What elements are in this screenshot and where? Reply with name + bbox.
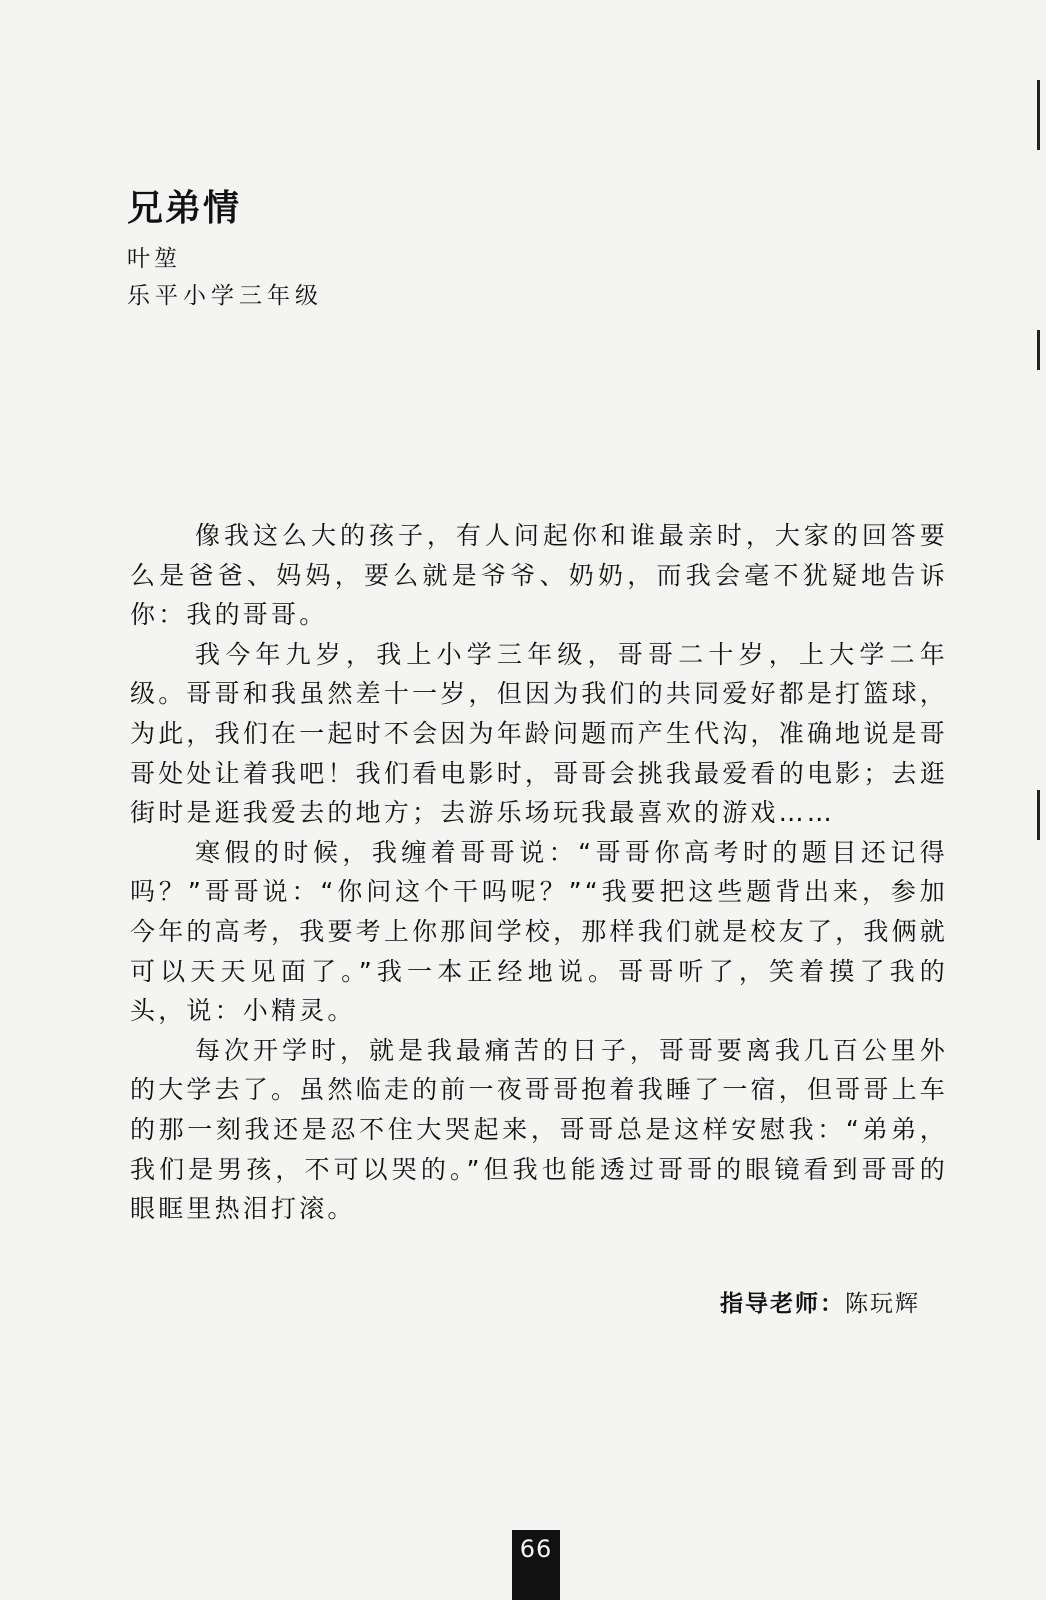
article-title: 兄弟情	[127, 188, 242, 229]
body-paragraph: 像我这么大的孩子，有人问起你和谁最亲时，大家的回答要么是爸爸、妈妈，要么就是爷爷、奶奶，而我会毫不犹疑地告诉你：我的哥哥。	[130, 521, 948, 630]
body-paragraph: 我今年九岁，我上小学三年级，哥哥二十岁，上大学二年级。哥哥和我虽然差十一岁，但因为我们的共同爱好都是打篮球，为此，我们在一起时不会因为年龄问题而产生代沟，准确地说是哥哥处处让着我吧！我们看电影时，哥哥会挑我最爱看的电影；去逛街时是逛我爱去的地方；去游乐场玩我最喜欢的游戏……	[130, 639, 948, 828]
scan-edge-mark	[1037, 790, 1040, 840]
author-name: 叶堃	[127, 246, 181, 272]
advisor-name: 陈玩辉	[845, 1291, 920, 1317]
advisor-credit	[720, 1289, 920, 1319]
page-number-tab: 66	[512, 1530, 560, 1600]
article-body	[130, 516, 948, 1229]
body-paragraph: 每次开学时，就是我最痛苦的日子，哥哥要离我几百公里外的大学去了。虽然临走的前一夜哥哥抱着我睡了一宿，但哥哥上车的那一刻我还是忍不住大哭起来，哥哥总是这样安慰我：“弟弟，我们是男孩，不可以哭的。”但我也能透过哥哥的眼镜看到哥哥的眼眶里热泪打滚。	[130, 1035, 948, 1224]
author-school: 乐平小学三年级	[127, 283, 323, 309]
advisor-label: 指导老师：	[720, 1291, 845, 1317]
body-paragraph: 寒假的时候，我缠着哥哥说：“哥哥你高考时的题目还记得吗？”哥哥说：“你问这个干吗呢？”“我要把这些题背出来，参加今年的高考，我要考上你那间学校，那样我们就是校友了，我俩就可以天天见面了。”我一本正经地说。哥哥听了，笑着摸了我的头，说：小精灵。	[130, 837, 948, 1026]
scan-edge-mark	[1037, 80, 1040, 150]
scan-edge-mark	[1037, 330, 1040, 370]
